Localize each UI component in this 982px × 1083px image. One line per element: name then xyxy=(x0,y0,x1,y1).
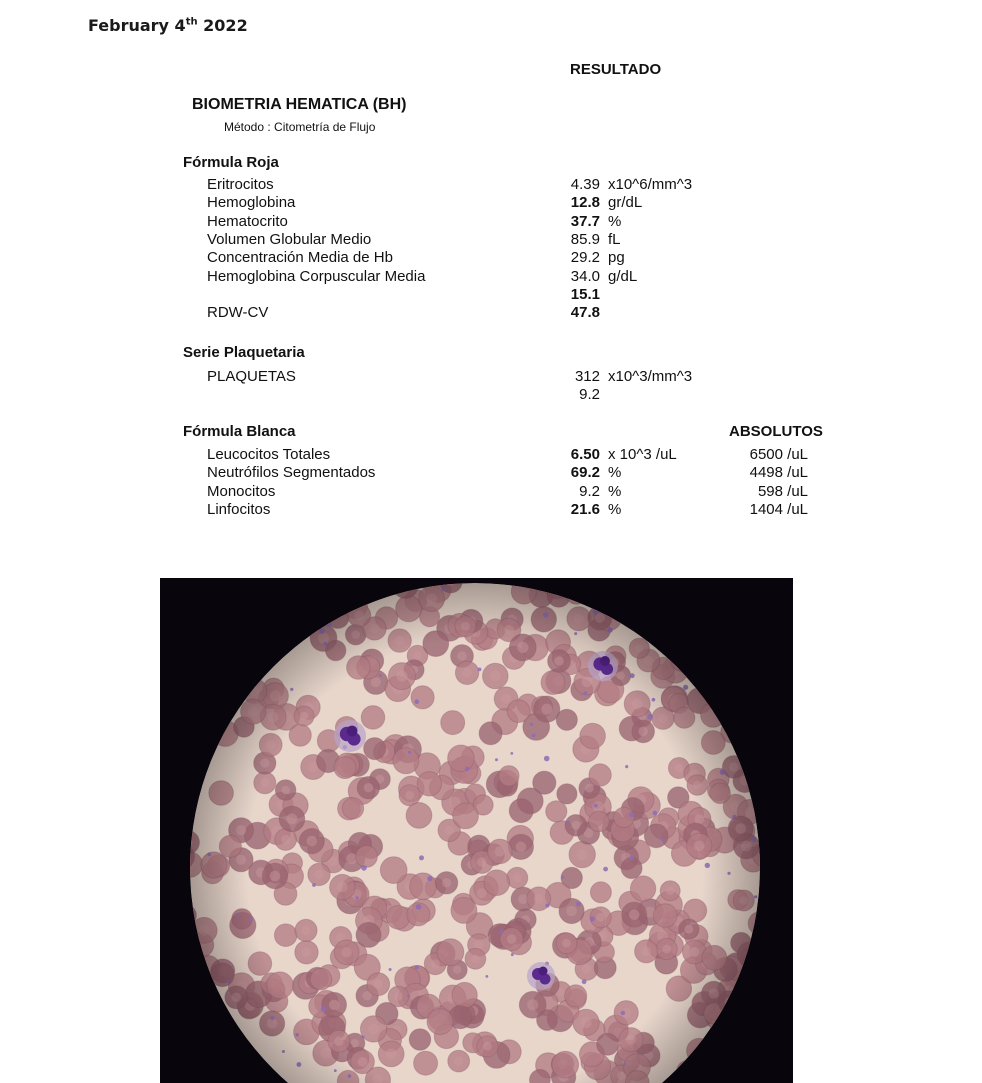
resultado-header: RESULTADO xyxy=(570,61,662,78)
row-value: 6.50 xyxy=(570,446,600,463)
section-heading-serie-plaquetaria: Serie Plaquetaria xyxy=(183,344,305,361)
table-row xyxy=(0,231,982,249)
row-unit: g/dL xyxy=(608,267,638,285)
table-row xyxy=(0,501,982,519)
table-row xyxy=(0,368,982,386)
row-value: 4.39 xyxy=(570,176,600,193)
row-value: 312 xyxy=(574,368,600,385)
absolutos-header: ABSOLUTOS xyxy=(729,423,823,440)
table-row xyxy=(0,304,982,322)
row-value: 21.6 xyxy=(570,500,600,518)
table-row xyxy=(0,386,982,404)
table-row xyxy=(0,176,982,194)
row-unit: x10^3/mm^3 xyxy=(608,368,693,385)
row-value: 12.8 xyxy=(570,194,600,212)
row-value: 85.9 xyxy=(570,230,600,248)
row-label: Volumen Globular Medio xyxy=(207,230,372,248)
row-unit: pg xyxy=(608,249,625,267)
row-unit: % xyxy=(608,500,622,518)
row-label: RDW-CV xyxy=(207,304,269,322)
row-unit: % xyxy=(608,212,622,230)
table-row xyxy=(0,286,982,304)
section-heading-formula-blanca: Fórmula Blanca xyxy=(183,423,296,440)
row-label: PLAQUETAS xyxy=(207,368,296,385)
row-label: Hemoglobina Corpuscular Media xyxy=(207,267,426,285)
table-row xyxy=(0,268,982,286)
row-value: 9.2 xyxy=(579,386,600,403)
report-title: BIOMETRIA HEMATICA (BH) xyxy=(192,96,407,113)
row-unit: % xyxy=(608,482,622,500)
row-label: Concentración Media de Hb xyxy=(207,249,393,267)
row-value: 47.8 xyxy=(570,304,600,322)
row-value: 29.2 xyxy=(570,249,600,267)
row-absolute: 4498 /uL xyxy=(749,464,808,482)
table-row xyxy=(0,213,982,231)
row-label: Neutrófilos Segmentados xyxy=(207,464,376,482)
row-label: Eritrocitos xyxy=(207,176,274,193)
row-unit: % xyxy=(608,464,622,482)
row-value: 9.2 xyxy=(579,482,600,500)
row-unit: gr/dL xyxy=(608,194,643,212)
report-method: Método : Citometría de Flujo xyxy=(224,120,376,134)
row-absolute: 598 /uL xyxy=(757,482,808,500)
row-absolute: 1404 /uL xyxy=(749,500,808,518)
table-row xyxy=(0,249,982,267)
row-value: 34.0 xyxy=(570,267,600,285)
row-label: Leucocitos Totales xyxy=(207,446,331,463)
row-label: Linfocitos xyxy=(207,500,271,518)
document-date: February 4th 2022 xyxy=(88,16,248,35)
section-heading-formula-roja: Fórmula Roja xyxy=(183,154,279,171)
blood-smear-image xyxy=(160,578,793,1083)
row-value: 15.1 xyxy=(570,285,600,303)
blood-smear-micrograph xyxy=(160,578,793,1083)
row-value: 37.7 xyxy=(570,212,600,230)
row-unit: x 10^3 /uL xyxy=(608,446,677,463)
table-row xyxy=(0,194,982,212)
row-unit: x10^6/mm^3 xyxy=(608,176,693,193)
row-label: Hematocrito xyxy=(207,212,288,230)
row-label: Hemoglobina xyxy=(207,194,296,212)
row-value: 69.2 xyxy=(570,464,600,482)
row-label: Monocitos xyxy=(207,482,276,500)
table-row xyxy=(0,464,982,482)
table-row xyxy=(0,446,982,464)
table-row xyxy=(0,483,982,501)
row-unit: fL xyxy=(608,230,621,248)
row-absolute: 6500 /uL xyxy=(749,446,808,463)
